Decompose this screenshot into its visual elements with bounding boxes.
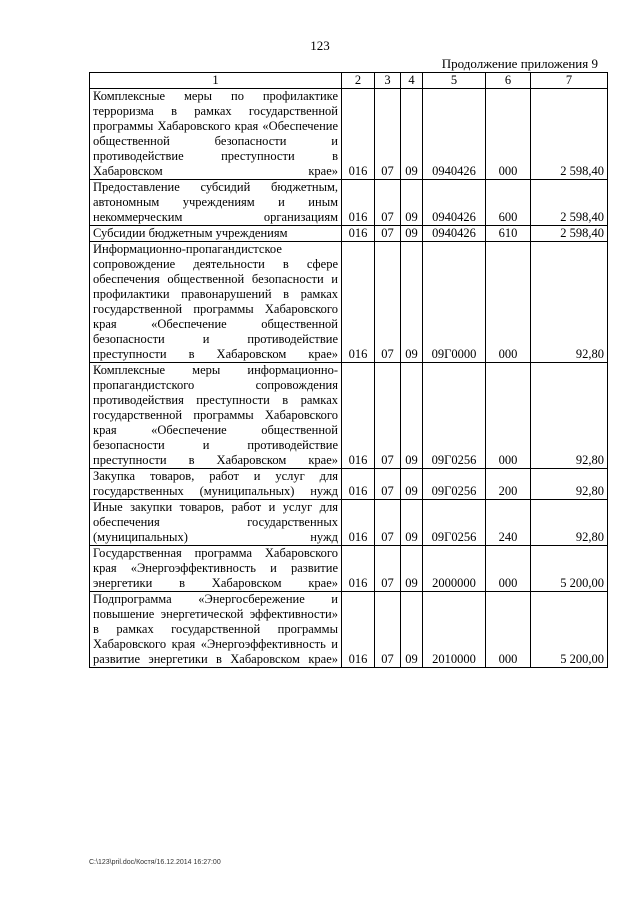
code-col3: 07 <box>375 500 401 546</box>
code-col3: 07 <box>375 469 401 500</box>
amount: 2 598,40 <box>531 89 608 180</box>
code-col2: 016 <box>342 500 375 546</box>
code-col3: 07 <box>375 242 401 363</box>
amount: 5 200,00 <box>531 592 608 668</box>
code-col4: 09 <box>401 592 423 668</box>
file-path-footer: C:\123\pril.doc/Костя/16.12.2014 16:27:00 <box>89 859 221 866</box>
code-col2: 016 <box>342 242 375 363</box>
code-col5: 0940426 <box>423 180 486 226</box>
code-col2: 016 <box>342 180 375 226</box>
item-name: Информационно-пропагандистское сопровождение деятельности в сфере обеспечения общественной безопасности и профилактики правонарушений в рамках государственной программы Хабаровского края «Обеспечение общественной безопасности и противодействие преступности в Хабаровском крае» <box>90 242 342 363</box>
col-header-5: 5 <box>423 73 486 89</box>
code-col2: 016 <box>342 546 375 592</box>
code-col5: 2000000 <box>423 546 486 592</box>
code-col6: 240 <box>486 500 531 546</box>
code-col4: 09 <box>401 242 423 363</box>
amount: 92,80 <box>531 242 608 363</box>
col-header-1: 1 <box>90 73 342 89</box>
code-col2: 016 <box>342 89 375 180</box>
item-name: Государственная программа Хабаровского края «Энергоэффективность и развитие энергетики в Хабаровском крае» <box>90 546 342 592</box>
code-col4: 09 <box>401 500 423 546</box>
amount: 92,80 <box>531 500 608 546</box>
continuation-note: Продолжение приложения 9 <box>441 56 598 71</box>
code-col4: 09 <box>401 226 423 242</box>
amount: 2 598,40 <box>531 180 608 226</box>
item-name: Комплексные меры по профилактике терроризма в рамках государственной программы Хабаровского края «Обеспечение общественной безопасности и противодействие преступности в Хабаровском крае» <box>90 89 342 180</box>
code-col2: 016 <box>342 592 375 668</box>
amount: 92,80 <box>531 363 608 469</box>
code-col5: 2010000 <box>423 592 486 668</box>
item-name: Закупка товаров, работ и услуг для государственных (муниципальных) нужд <box>90 469 342 500</box>
table-row <box>90 592 608 668</box>
code-col2: 016 <box>342 363 375 469</box>
code-col4: 09 <box>401 363 423 469</box>
code-col6: 000 <box>486 363 531 469</box>
budget-table <box>89 72 608 668</box>
code-col3: 07 <box>375 546 401 592</box>
table-row <box>90 500 608 546</box>
code-col5: 09Г0000 <box>423 242 486 363</box>
code-col6: 610 <box>486 226 531 242</box>
item-name: Подпрограмма «Энергосбережение и повышение энергетической эффективности» в рамках государственной программы Хабаровского края «Энергоэффективность и развитие энергетики в Хабаровском крае» <box>90 592 342 668</box>
table-row <box>90 363 608 469</box>
code-col6: 000 <box>486 89 531 180</box>
code-col3: 07 <box>375 89 401 180</box>
col-header-3: 3 <box>375 73 401 89</box>
item-name: Субсидии бюджетным учреждениям <box>90 226 342 242</box>
col-header-4: 4 <box>401 73 423 89</box>
col-header-6: 6 <box>486 73 531 89</box>
table-row <box>90 89 608 180</box>
table-row <box>90 242 608 363</box>
code-col3: 07 <box>375 180 401 226</box>
amount: 92,80 <box>531 469 608 500</box>
code-col2: 016 <box>342 226 375 242</box>
col-header-7: 7 <box>531 73 608 89</box>
col-header-2: 2 <box>342 73 375 89</box>
code-col5: 09Г0256 <box>423 469 486 500</box>
item-name: Предоставление субсидий бюджетным, автономным учреждениям и иным некоммерческим организациям <box>90 180 342 226</box>
table-row <box>90 469 608 500</box>
code-col6: 000 <box>486 546 531 592</box>
code-col6: 200 <box>486 469 531 500</box>
code-col2: 016 <box>342 469 375 500</box>
code-col5: 09Г0256 <box>423 363 486 469</box>
page-number: 123 <box>310 38 330 53</box>
code-col4: 09 <box>401 180 423 226</box>
amount: 5 200,00 <box>531 546 608 592</box>
code-col4: 09 <box>401 89 423 180</box>
table-row <box>90 180 608 226</box>
header-row <box>90 73 608 89</box>
item-name: Комплексные меры информационно-пропагандистского сопровождения противодействия преступности в рамках государственной программы Хабаровского края «Обеспечение общественной безопасности и противодействие преступности в Хабаровском крае» <box>90 363 342 469</box>
code-col3: 07 <box>375 592 401 668</box>
code-col5: 0940426 <box>423 89 486 180</box>
code-col3: 07 <box>375 226 401 242</box>
code-col6: 000 <box>486 592 531 668</box>
table-row <box>90 226 608 242</box>
amount: 2 598,40 <box>531 226 608 242</box>
code-col4: 09 <box>401 546 423 592</box>
table-row <box>90 546 608 592</box>
code-col4: 09 <box>401 469 423 500</box>
code-col5: 0940426 <box>423 226 486 242</box>
item-name: Иные закупки товаров, работ и услуг для обеспечения государственных (муниципальных) нужд <box>90 500 342 546</box>
code-col6: 000 <box>486 242 531 363</box>
code-col3: 07 <box>375 363 401 469</box>
code-col6: 600 <box>486 180 531 226</box>
code-col5: 09Г0256 <box>423 500 486 546</box>
